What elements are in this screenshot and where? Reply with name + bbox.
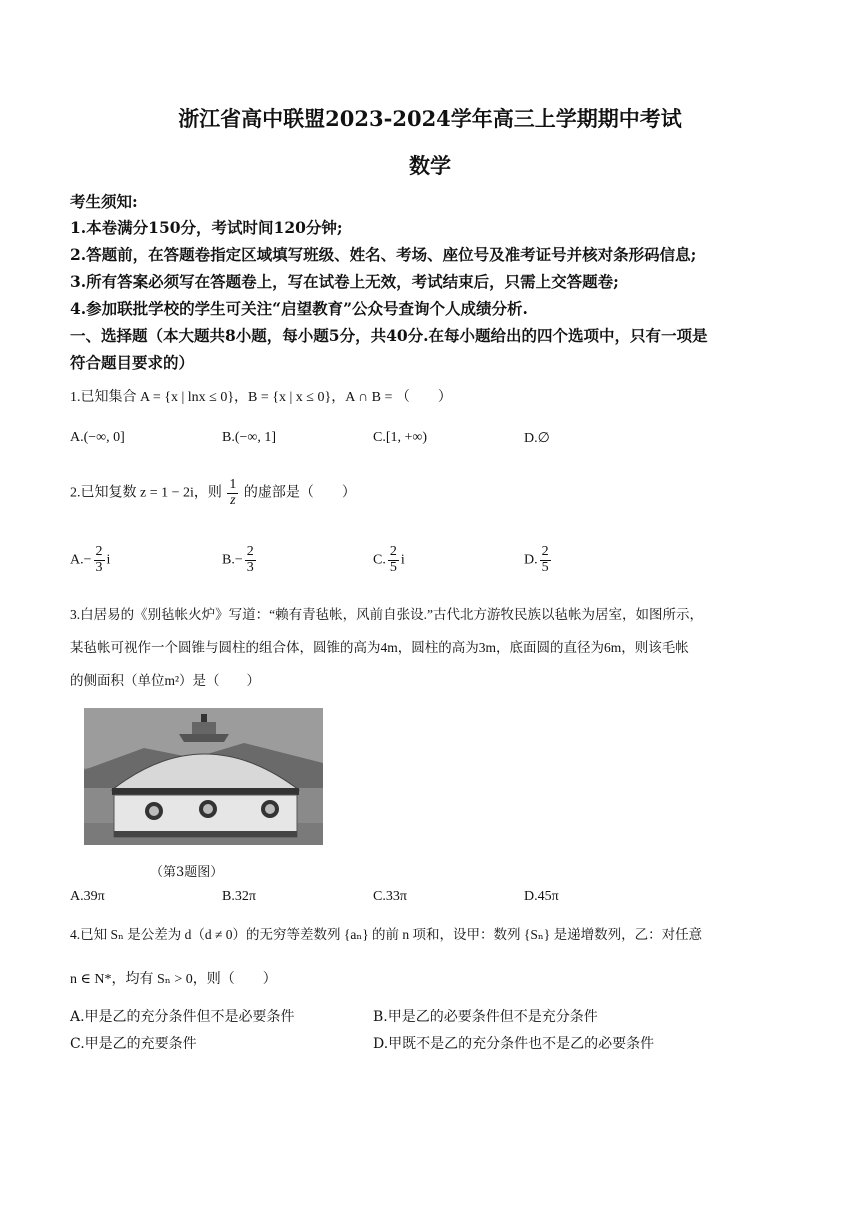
q3-line2: 某毡帐可视作一个圆锥与圆柱的组合体，圆锥的高为4m，圆柱的高为3m，底面圆的直径为6m，则该毛帐 xyxy=(70,640,689,655)
q2-fraction-den: z xyxy=(230,492,236,508)
q2-stem xyxy=(70,478,356,508)
section-heading-line1: 一、选择题（本大题共8小题，每小题5分，共40分.在每小题给出的四个选项中，只有一项是 xyxy=(70,326,708,345)
q3-line1: 3.白居易的《别毡帐火炉》写道：“赖有青毡帐，风前自张设.”古代北方游牧民族以毡帐为居室，如图所示， xyxy=(70,607,703,622)
q2-stem-post: 的虚部是（ ） xyxy=(243,485,356,501)
q2-option-d: D. $\frac{2}{5}$ xyxy=(524,544,549,575)
q2-fraction xyxy=(227,478,238,508)
q2-option-b: B.− $\frac{2}{3}$ xyxy=(222,544,254,575)
q2-stem-pre: 2.已知复数 z = 1 − 2i，则 xyxy=(70,485,222,501)
q3-figure-caption: （第3题图） xyxy=(150,865,224,880)
q3-option-d: D.45π xyxy=(524,889,559,904)
q3-option-c: C.33π xyxy=(373,889,407,904)
yurt-photo xyxy=(84,708,323,845)
q1-option-a: A.(−∞, 0] xyxy=(70,430,125,445)
q2-option-c: C. $\frac{2}{5}$ i xyxy=(373,544,405,575)
q4-option-c: C.甲是乙的充要条件 xyxy=(70,1036,197,1052)
q4-line1: 4.已知 Sₙ 是公差为 d（d ≠ 0）的无穷等差数列 {aₙ} 的前 n 项和，设甲：数列 {Sₙ} 是递增数列，乙：对任意 xyxy=(70,927,703,942)
q4-line2: n ∈ N*，均有 Sₙ > 0，则（ ） xyxy=(70,972,277,987)
section-heading-line2: 符合题目要求的） xyxy=(70,353,195,372)
q1-option-d: D.∅ xyxy=(524,431,550,446)
notice-heading: 考生须知: xyxy=(70,192,138,211)
q1-option-c: C.[1, +∞) xyxy=(373,430,428,445)
notice-item-1: 1.本卷满分150分，考试时间120分钟; xyxy=(70,218,343,237)
notice-item-3: 3.所有答案必须写在答题卷上，写在试卷上无效，考试结束后，只需上交答题卷; xyxy=(70,272,619,291)
q4-option-a: A.甲是乙的充分条件但不是必要条件 xyxy=(70,1009,295,1025)
q2-fraction-num: 1 xyxy=(229,477,237,492)
exam-title: 浙江省高中联盟2023-2024学年高三上学期期中考试 xyxy=(178,106,682,131)
q3-line3: 的侧面积（单位m²）是（ ） xyxy=(70,673,261,688)
q4-option-b: B.甲是乙的必要条件但不是充分条件 xyxy=(373,1009,598,1025)
q1-stem: 1.已知集合 A = {x | lnx ≤ 0}，B = {x | x ≤ 0}，A ∩ B = （ ） xyxy=(70,390,452,405)
notice-item-2: 2.答题前，在答题卷指定区域填写班级、姓名、考场、座位号及准考证号并核对条形码信息; xyxy=(70,245,697,264)
q3-option-b: B.32π xyxy=(222,889,256,904)
q3-option-a: A.39π xyxy=(70,889,105,904)
q4-option-d: D.甲既不是乙的充分条件也不是乙的必要条件 xyxy=(373,1036,655,1052)
q1-option-b: B.(−∞, 1] xyxy=(222,430,277,445)
notice-item-4: 4.参加联批学校的学生可关注“启望教育”公众号查询个人成绩分析. xyxy=(70,299,528,318)
q2-option-a: A.− $\frac{2}{3}$ i xyxy=(70,544,111,575)
exam-subject: 数学 xyxy=(409,153,451,178)
